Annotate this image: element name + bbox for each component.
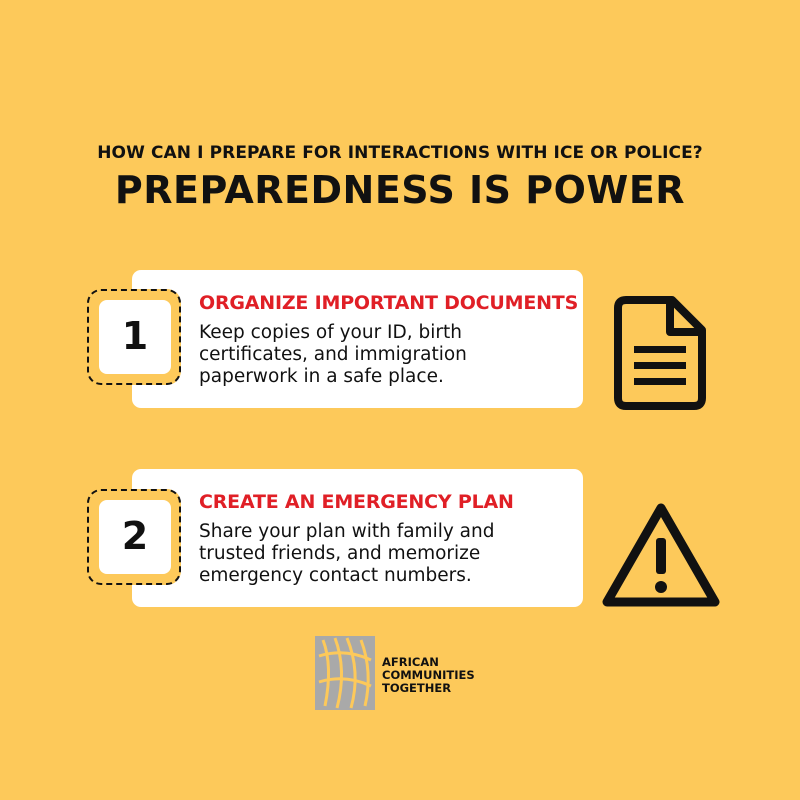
step-number-badge-2: [87, 489, 181, 585]
step-body-line: emergency contact numbers.: [199, 565, 472, 586]
dashed-frame: [87, 489, 181, 585]
warning-icon: [600, 500, 722, 610]
page-title: PREPAREDNESS IS POWER: [114, 168, 686, 212]
step-body: [199, 322, 571, 388]
step-card-1: [132, 270, 583, 408]
step-body-line: paperwork in a safe place.: [199, 366, 444, 387]
step-number: 2: [121, 514, 149, 558]
step-number-badge-1: [87, 289, 181, 385]
subtitle: HOW CAN I PREPARE FOR INTERACTIONS WITH ICE OR POLICE?: [97, 143, 703, 163]
step-number: 1: [121, 314, 149, 358]
number-face: [99, 300, 171, 374]
step-heading: CREATE AN EMERGENCY PLAN: [199, 491, 514, 513]
logo: [315, 636, 485, 710]
dashed-frame: [87, 289, 181, 385]
step-body: [199, 521, 571, 587]
document-icon: [612, 294, 708, 412]
logo-mark-icon: [315, 636, 375, 710]
number-face: [99, 500, 171, 574]
logo-wordmark: [382, 656, 475, 695]
step-card-2: [132, 469, 583, 607]
logo-line: COMMUNITIES: [382, 668, 475, 682]
step-body-line: Share your plan with family and: [199, 521, 495, 542]
step-body-line: certificates, and immigration: [199, 344, 467, 365]
step-heading: ORGANIZE IMPORTANT DOCUMENTS: [199, 292, 579, 314]
logo-line: TOGETHER: [382, 681, 452, 695]
step-body-line: trusted friends, and memorize: [199, 543, 481, 564]
step-body-line: Keep copies of your ID, birth: [199, 322, 462, 343]
logo-line: AFRICAN: [382, 655, 439, 669]
